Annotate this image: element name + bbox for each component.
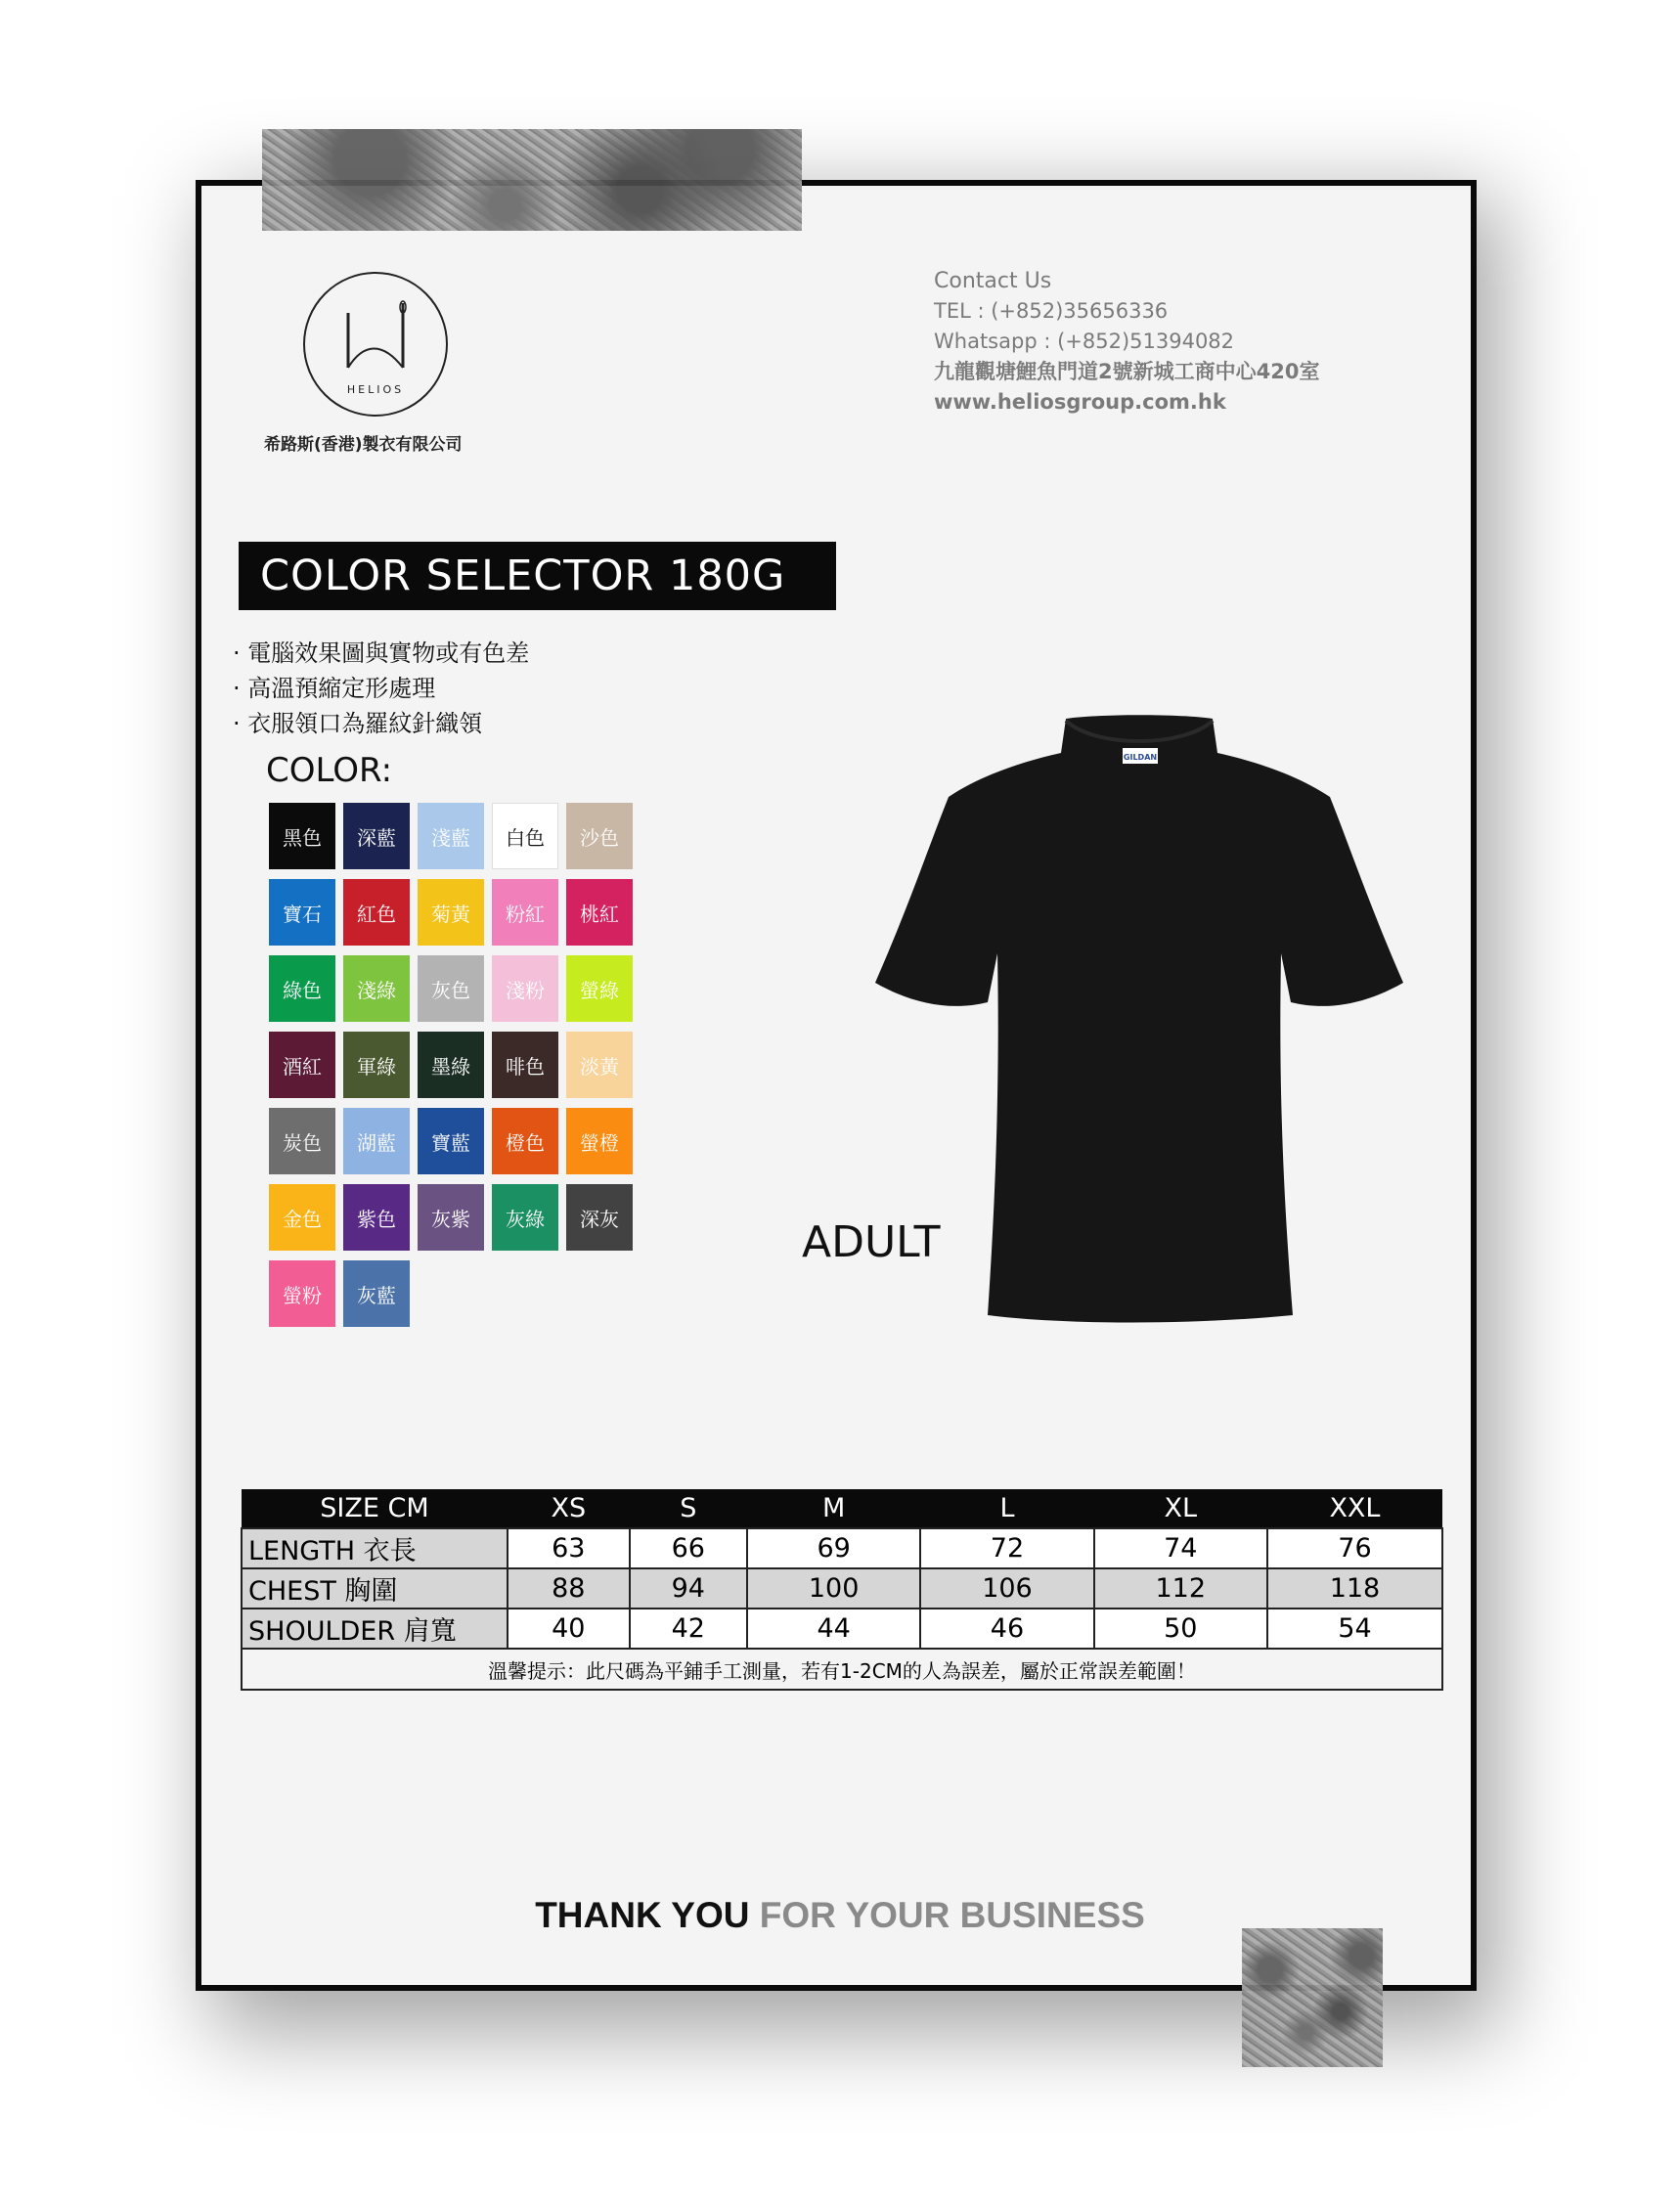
- logo-text: HELIOS: [346, 383, 405, 396]
- contact-title: Contact Us: [934, 269, 1052, 293]
- color-swatch[interactable]: 深藍: [343, 803, 410, 869]
- note-item: · 衣服領口為羅紋針織領: [233, 706, 529, 741]
- table-row: [242, 1609, 1442, 1649]
- thanks-part1: THANK YOU: [535, 1895, 750, 1935]
- thank-you-footer: [0, 1895, 1680, 1936]
- color-swatch[interactable]: 綠色: [269, 955, 335, 1022]
- table-cell: 66: [630, 1528, 747, 1568]
- color-swatch[interactable]: 寶石: [269, 879, 335, 946]
- notes-list: [233, 636, 529, 741]
- table-row: [242, 1568, 1442, 1609]
- page-title: COLOR SELECTOR 180G: [239, 542, 836, 610]
- gildan-tag-text: GILDAN: [1123, 753, 1158, 762]
- header-cell: S: [630, 1489, 747, 1528]
- color-swatch[interactable]: 白色: [492, 803, 558, 869]
- table-cell: 118: [1267, 1568, 1442, 1609]
- header-cell: SIZE CM: [242, 1489, 508, 1528]
- table-note-row: [242, 1649, 1442, 1690]
- table-cell: 106: [920, 1568, 1093, 1609]
- company-name: 希路斯(香港)製衣有限公司: [264, 435, 463, 455]
- color-swatch[interactable]: 寶藍: [418, 1108, 484, 1174]
- color-swatch[interactable]: 軍綠: [343, 1032, 410, 1098]
- table-cell: 100: [747, 1568, 920, 1609]
- header-cell: M: [747, 1489, 920, 1528]
- color-swatch[interactable]: 淺藍: [418, 803, 484, 869]
- color-swatch[interactable]: 螢綠: [566, 955, 633, 1022]
- color-swatch[interactable]: 金色: [269, 1184, 335, 1251]
- table-cell: 94: [630, 1568, 747, 1609]
- table-cell: 54: [1267, 1609, 1442, 1649]
- table-cell: 88: [508, 1568, 630, 1609]
- adult-label: ADULT: [802, 1217, 941, 1267]
- size-note: 溫馨提示：此尺碼為平鋪手工測量，若有1-2CM的人為誤差，屬於正常誤差範圍！: [242, 1649, 1442, 1690]
- table-cell: 40: [508, 1609, 630, 1649]
- color-swatch[interactable]: 灰藍: [343, 1260, 410, 1327]
- color-swatch[interactable]: 桃紅: [566, 879, 633, 946]
- color-swatch[interactable]: 深灰: [566, 1184, 633, 1251]
- color-swatch[interactable]: 湖藍: [343, 1108, 410, 1174]
- color-swatch[interactable]: 墨綠: [418, 1032, 484, 1098]
- color-swatch[interactable]: 淺粉: [492, 955, 558, 1022]
- table-cell: 74: [1094, 1528, 1267, 1568]
- size-table: [241, 1489, 1443, 1691]
- size-table-header: [242, 1489, 1442, 1528]
- table-cell: 72: [920, 1528, 1093, 1568]
- header-cell: XL: [1094, 1489, 1267, 1528]
- contact-tel: TEL : (+852)35656336: [934, 299, 1169, 323]
- note-item: · 高溫預縮定形處理: [233, 671, 529, 706]
- color-swatch[interactable]: 炭色: [269, 1108, 335, 1174]
- color-swatch[interactable]: 灰紫: [418, 1184, 484, 1251]
- color-swatch[interactable]: 灰綠: [492, 1184, 558, 1251]
- color-swatch[interactable]: 螢橙: [566, 1108, 633, 1174]
- color-swatch[interactable]: 淡黃: [566, 1032, 633, 1098]
- color-swatch[interactable]: 灰色: [418, 955, 484, 1022]
- color-swatch[interactable]: 啡色: [492, 1032, 558, 1098]
- color-swatch[interactable]: 螢粉: [269, 1260, 335, 1327]
- table-cell: 76: [1267, 1528, 1442, 1568]
- color-swatch[interactable]: 酒紅: [269, 1032, 335, 1098]
- table-row: [242, 1528, 1442, 1568]
- contact-block: [934, 266, 1319, 418]
- tape-top-decoration: [262, 129, 802, 231]
- color-swatch[interactable]: 粉紅: [492, 879, 558, 946]
- tape-bottom-decoration: [1242, 1928, 1383, 2067]
- contact-website[interactable]: www.heliosgroup.com.hk: [934, 390, 1226, 414]
- header-cell: XXL: [1267, 1489, 1442, 1528]
- row-label: CHEST 胸圍: [242, 1568, 508, 1609]
- table-cell: 50: [1094, 1609, 1267, 1649]
- color-swatch[interactable]: 淺綠: [343, 955, 410, 1022]
- contact-whatsapp: Whatsapp : (+852)51394082: [934, 330, 1235, 353]
- header-cell: L: [920, 1489, 1093, 1528]
- table-cell: 46: [920, 1609, 1093, 1649]
- color-label: COLOR:: [266, 751, 393, 790]
- color-swatch[interactable]: 黑色: [269, 803, 335, 869]
- table-cell: 69: [747, 1528, 920, 1568]
- note-item: · 電腦效果圖與實物或有色差: [233, 636, 529, 671]
- row-label: SHOULDER 肩寬: [242, 1609, 508, 1649]
- color-swatch[interactable]: 橙色: [492, 1108, 558, 1174]
- color-swatch[interactable]: 紅色: [343, 879, 410, 946]
- row-label: LENGTH 衣長: [242, 1528, 508, 1568]
- table-cell: 112: [1094, 1568, 1267, 1609]
- color-swatch[interactable]: 菊黃: [418, 879, 484, 946]
- color-swatch[interactable]: 紫色: [343, 1184, 410, 1251]
- thanks-part2: FOR YOUR BUSINESS: [749, 1895, 1145, 1935]
- tshirt-image: [870, 709, 1408, 1330]
- contact-address: 九龍觀塘鯉魚門道2號新城工商中心420室: [934, 360, 1320, 383]
- table-cell: 42: [630, 1609, 747, 1649]
- helios-logo: [303, 272, 448, 417]
- table-cell: 63: [508, 1528, 630, 1568]
- header-cell: XS: [508, 1489, 630, 1528]
- color-swatch[interactable]: 沙色: [566, 803, 633, 869]
- table-cell: 44: [747, 1609, 920, 1649]
